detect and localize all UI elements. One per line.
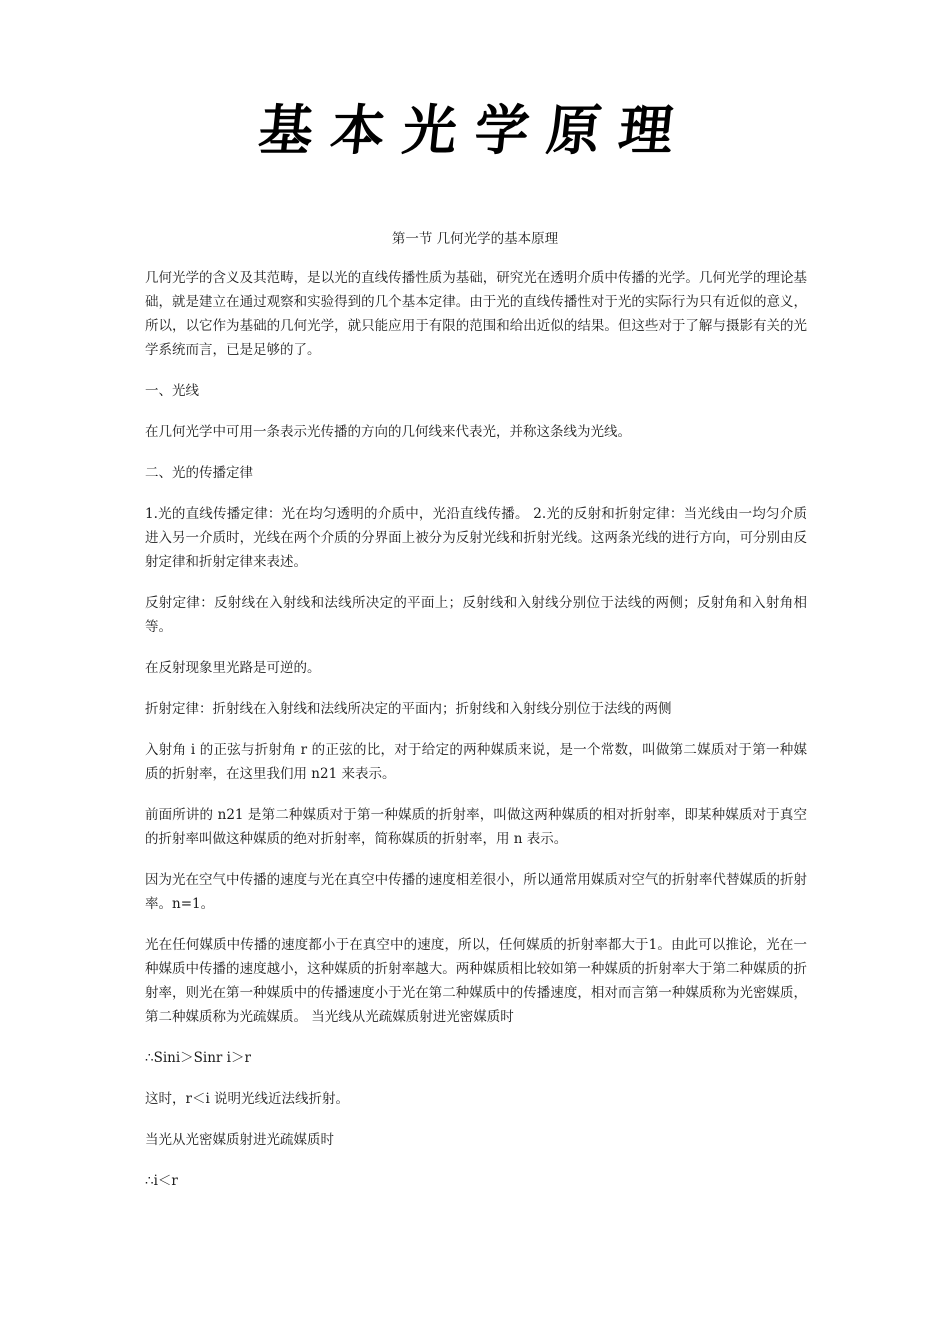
paragraph-reversible-path: 在反射现象里光路是可逆的。 <box>145 660 321 676</box>
paragraph-relative-index: 前面所讲的 n21 是第二种媒质对于第一种媒质的折射率，叫做这两种媒质的相对折射率，即某种媒质对于真空的折射率叫做这种媒质的绝对折射率，简称媒质的折射率，用 n 表示。 <box>145 807 807 847</box>
paragraph-refraction-law: 折射定律：折射线在入射线和法线所决定的平面内；折射线和入射线分别位于法线的两侧 <box>145 701 672 717</box>
paragraph-near-normal: 这时，r＜i 说明光线近法线折射。 <box>145 1091 350 1107</box>
formula-sini-sinr: ∴Sini＞Sinr i＞r <box>145 1050 251 1066</box>
paragraph-laws: 1.光的直线传播定律：光在均匀透明的介质中，光沿直线传播。 2.光的反射和折射定律：当光线由一均匀介质进入另一介质时，光线在两个介质的分界面上被分为反射光线和折射光线。这两条光线的进行方向，可分别由反射定律和折射定律来表述。 <box>145 506 807 570</box>
paragraph-intro: 几何光学的含义及其范畴，是以光的直线传播性质为基础，研究光在透明介质中传播的光学。几何光学的理论基础，就是建立在通过观察和实验得到的几个基本定律。由于光的直线传播性对于光的实际行为只有近似的意义，所以，以它作为基础的几何光学，就只能应用于有限的范围和给出近似的结果。但这些对于了解与摄影有关的光学系统而言，已是足够的了。 <box>145 270 807 358</box>
formula-i-less-r: ∴i＜r <box>145 1173 178 1189</box>
paragraph-dense-medium: 光在任何媒质中传播的速度都小于在真空中的速度，所以，任何媒质的折射率都大于1。由此可以推论，光在一种媒质中传播的速度越小，这种媒质的折射率越大。两种媒质相比较如第一种媒质的折射率大于第二种媒质的折射率，则光在第一种媒质中的传播速度小于光在第二种媒质中的传播速度，相对而言第一种媒质称为光密媒质，第二种媒质称为光疏媒质。 当光线从光疏媒质射进光密媒质时 <box>145 937 807 1025</box>
paragraph-air-index: 因为光在空气中传播的速度与光在真空中传播的速度相差很小，所以通常用媒质对空气的折射率代替媒质的折射率。n=1。 <box>145 872 807 912</box>
section-heading: 第一节 几何光学的基本原理 <box>391 231 559 247</box>
document-body <box>145 266 807 1210</box>
paragraph-dense-to-sparse: 当光从光密媒质射进光疏媒质时 <box>145 1132 334 1148</box>
paragraph-reflection-law: 反射定律：反射线在入射线和法线所决定的平面上；反射线和入射线分别位于法线的两侧；反射角和入射角相等。 <box>145 595 807 635</box>
heading-light-ray: 一、光线 <box>145 383 199 399</box>
paragraph-sine-ratio: 入射角 i 的正弦与折射角 r 的正弦的比，对于给定的两种媒质来说，是一个常数，叫做第二媒质对于第一种媒质的折射率，在这里我们用 n21 来表示。 <box>145 742 807 782</box>
document-title: 基本光学原理 <box>255 98 695 162</box>
paragraph-light-ray: 在几何光学中可用一条表示光传播的方向的几何线来代表光，并称这条线为光线。 <box>145 424 631 440</box>
heading-propagation-laws: 二、光的传播定律 <box>145 465 253 481</box>
